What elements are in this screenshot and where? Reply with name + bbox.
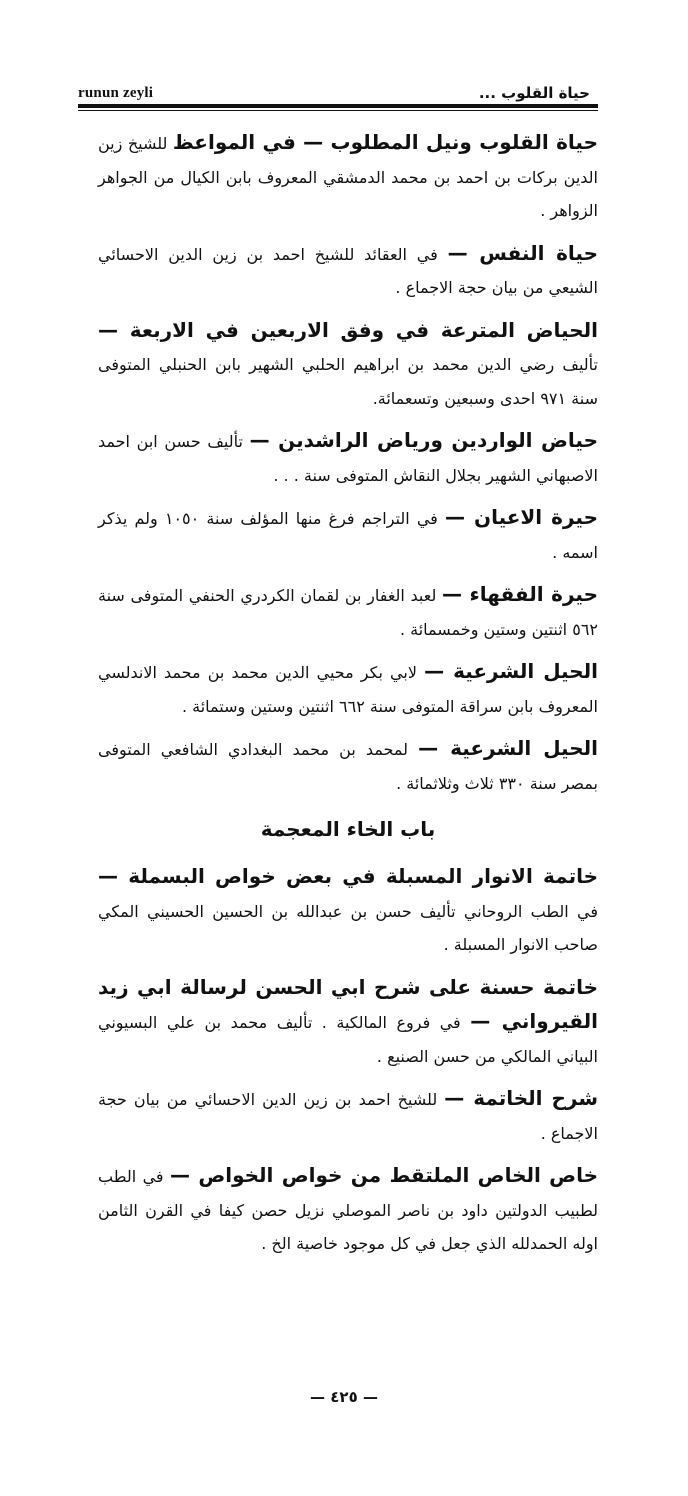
- entry: [98, 578, 598, 646]
- entry: [98, 501, 598, 569]
- entry: [98, 237, 598, 305]
- entry-title: حياة النفس —: [447, 240, 599, 265]
- entry-description: في فروع المالكية . تأليف محمد بن علي البسيوني البياني المالكي من حسن الصنيع .: [98, 1013, 598, 1066]
- header-rule-thin: [78, 110, 598, 111]
- entry: [98, 655, 598, 723]
- entry-title: خاتمة حسنة على شرح ابي الحسن لرسالة ابي زيد القيرواني —: [98, 974, 598, 1033]
- entry-title: حياة القلوب ونيل المطلوب — في المواعظ: [172, 130, 598, 154]
- entry-description: للشيخ زين الدين بركات بن احمد بن محمد الدمشقي المعروف بابن الكيال من الجواهر الزواهر .: [98, 134, 598, 220]
- entry-title: حياض الواردين ورياض الراشدين —: [249, 428, 598, 452]
- running-header: [78, 74, 590, 102]
- entry-description: في الطب الروحاني تأليف حسن بن عبدالله بن الحسين الحسيني المكي صاحب الانوار المسبلة .: [98, 901, 598, 954]
- entry: [98, 424, 598, 492]
- entry: [98, 314, 598, 416]
- page-number: — ٤٢٥ —: [310, 1388, 378, 1406]
- entry-description: للشيخ احمد بن زين الدين الاحسائي من بيان حجة الاجماع .: [98, 1090, 598, 1143]
- entry-description: في التراجم فرغ منها المؤلف سنة ١٠٥٠ ولم يذكر اسمه .: [98, 509, 598, 562]
- body-text: [98, 126, 598, 1270]
- entry-description: لعبد الغفار بن لقمان الكردري الحنفي المتوفى سنة ٥٦٢ اثنتين وستين وخمسمائة .: [98, 586, 598, 639]
- running-header-right: حياة القلوب ...: [478, 84, 590, 102]
- entry-title: حيرة الاعيان —: [444, 505, 598, 529]
- entry-title: شرح الخاتمة —: [444, 1086, 598, 1110]
- entry: [98, 860, 598, 962]
- entry-title: خاتمة الانوار المسبلة في بعض خواص البسملة —: [98, 864, 598, 888]
- entry-title: الحيل الشرعية —: [418, 736, 598, 760]
- entry-title: الحيل الشرعية —: [424, 659, 598, 683]
- header-rule-thick: [78, 104, 598, 108]
- entry: [98, 971, 598, 1074]
- entry: [98, 732, 598, 800]
- entry-title: حيرة الفقهاء —: [442, 582, 598, 606]
- entry-title: خاص الخاص الملتقط من خواص الخواص —: [170, 1163, 598, 1187]
- entry-description: لابي بكر محيي الدين محمد بن محمد الاندلسي المعروف بابن سراقة المتوفى سنة ٦٦٢ اثنتين وستين وستمائة .: [98, 663, 598, 716]
- entry-description: في الطب لطبيب الدولتين داود بن ناصر الموصلي نزيل حصن كيفا في القرن الثامن اوله الحمدلله الذي جعل في كل موجود خاصية الخ .: [98, 1167, 598, 1253]
- entry: [98, 1159, 598, 1261]
- entry: [98, 126, 598, 228]
- section-heading: باب الخاء المعجمة: [260, 817, 436, 841]
- entry-title: الحياض المترعة في وفق الاربعين في الاربعة —: [98, 317, 598, 342]
- entry-description: في العقائد للشيخ احمد بن زين الدين الاحسائي الشيعي من بيان حجة الاجماع .: [98, 244, 598, 297]
- entry: [98, 1082, 598, 1150]
- running-header-left: runun zeyli: [78, 85, 154, 101]
- entry-description: لمحمد بن محمد البغدادي الشافعي المتوفى بمصر سنة ٣٣٠ ثلاث وثلاثمائة .: [98, 740, 598, 793]
- entry-description: تأليف حسن ابن احمد الاصبهاني الشهير بجلال النقاش المتوفى سنة . . .: [98, 432, 598, 485]
- entry-description: تأليف رضي الدين محمد بن ابراهيم الحلبي الشهير بابن الحنبلي المتوفى سنة ٩٧١ احدى وسبعين وتسعمائة.: [98, 355, 598, 408]
